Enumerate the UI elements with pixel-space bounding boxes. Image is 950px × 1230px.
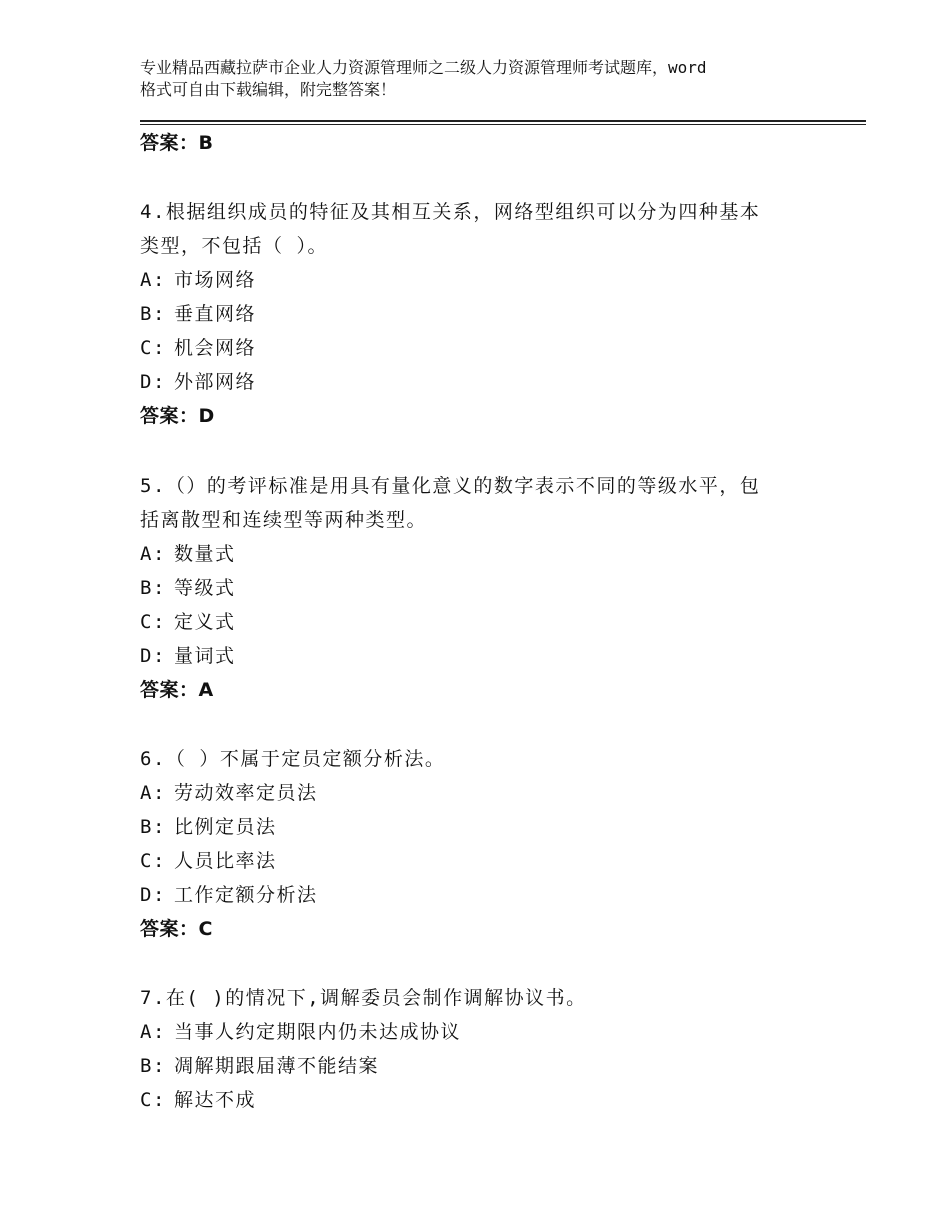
option-text: 机会网络: [174, 337, 257, 359]
option-label: D:: [140, 371, 166, 393]
option-text: 市场网络: [174, 269, 257, 291]
header-divider-thick: [140, 120, 866, 122]
question-6-option-a: [140, 781, 318, 805]
question-4-option-a: [140, 268, 256, 292]
option-label: C:: [140, 850, 166, 872]
option-text: 比例定员法: [174, 816, 277, 838]
option-label: B:: [140, 1055, 166, 1077]
question-6-option-b: [140, 815, 277, 839]
question-5-answer: 答案：A: [140, 679, 214, 701]
option-text: 解达不成: [174, 1089, 257, 1111]
answer-previous: 答案：B: [140, 132, 214, 154]
question-6-answer: 答案：C: [140, 918, 213, 940]
question-5-stem-line-2: 括离散型和连续型等两种类型。: [140, 509, 428, 531]
option-label: A:: [140, 269, 166, 291]
question-6-option-d: [140, 883, 318, 907]
header-line-1: 专业精品西藏拉萨市企业人力资源管理师之二级人力资源管理师考试题库，word: [140, 58, 707, 77]
option-label: C:: [140, 611, 166, 633]
option-text: 垂直网络: [174, 303, 257, 325]
question-5-option-a: [140, 542, 236, 566]
question-5-option-b: [140, 576, 236, 600]
question-4-stem-line-1: 4.根据组织成员的特征及其相互关系，网络型组织可以分为四种基本: [140, 201, 761, 223]
question-7-stem-line-1: 7.在( )的情况下,调解委员会制作调解协议书。: [140, 987, 587, 1009]
question-5-option-d: [140, 644, 236, 668]
option-label: C:: [140, 337, 166, 359]
option-text: 外部网络: [174, 371, 257, 393]
option-text: 等级式: [174, 577, 236, 599]
option-label: B:: [140, 577, 166, 599]
page-header: [140, 57, 820, 101]
option-text: 劳动效率定员法: [174, 782, 318, 804]
option-text: 量词式: [174, 645, 236, 667]
option-label: B:: [140, 816, 166, 838]
question-7-option-a: [140, 1020, 461, 1044]
option-label: A:: [140, 1021, 166, 1043]
option-text: 当事人约定期限内仍未达成协议: [174, 1021, 462, 1043]
question-4-option-c: [140, 336, 256, 360]
question-7-option-b: [140, 1054, 379, 1078]
header-divider-thin: [140, 124, 866, 125]
option-label: C:: [140, 1089, 166, 1111]
question-5-stem-line-1: 5.（）的考评标准是用具有量化意义的数字表示不同的等级水平，包: [140, 475, 761, 497]
option-text: 定义式: [174, 611, 236, 633]
option-text: 工作定额分析法: [174, 884, 318, 906]
question-4-option-d: [140, 370, 256, 394]
option-label: A:: [140, 543, 166, 565]
option-text: 凋解期跟届薄不能结案: [174, 1055, 380, 1077]
question-5-option-c: [140, 610, 236, 634]
question-7-option-c: [140, 1088, 256, 1112]
option-label: D:: [140, 884, 166, 906]
option-label: A:: [140, 782, 166, 804]
option-text: 数量式: [174, 543, 236, 565]
question-4-option-b: [140, 302, 256, 326]
question-4-answer: 答案：D: [140, 405, 215, 427]
question-6-stem-line-1: 6.（ ）不属于定员定额分析法。: [140, 748, 446, 770]
question-6-option-c: [140, 849, 277, 873]
option-label: D:: [140, 645, 166, 667]
option-label: B:: [140, 303, 166, 325]
header-line-2: 格式可自由下载编辑，附完整答案！: [140, 80, 397, 99]
header-divider: [140, 120, 866, 126]
question-4-stem-line-2: 类型，不包括（ ）。: [140, 235, 328, 257]
option-text: 人员比率法: [174, 850, 277, 872]
